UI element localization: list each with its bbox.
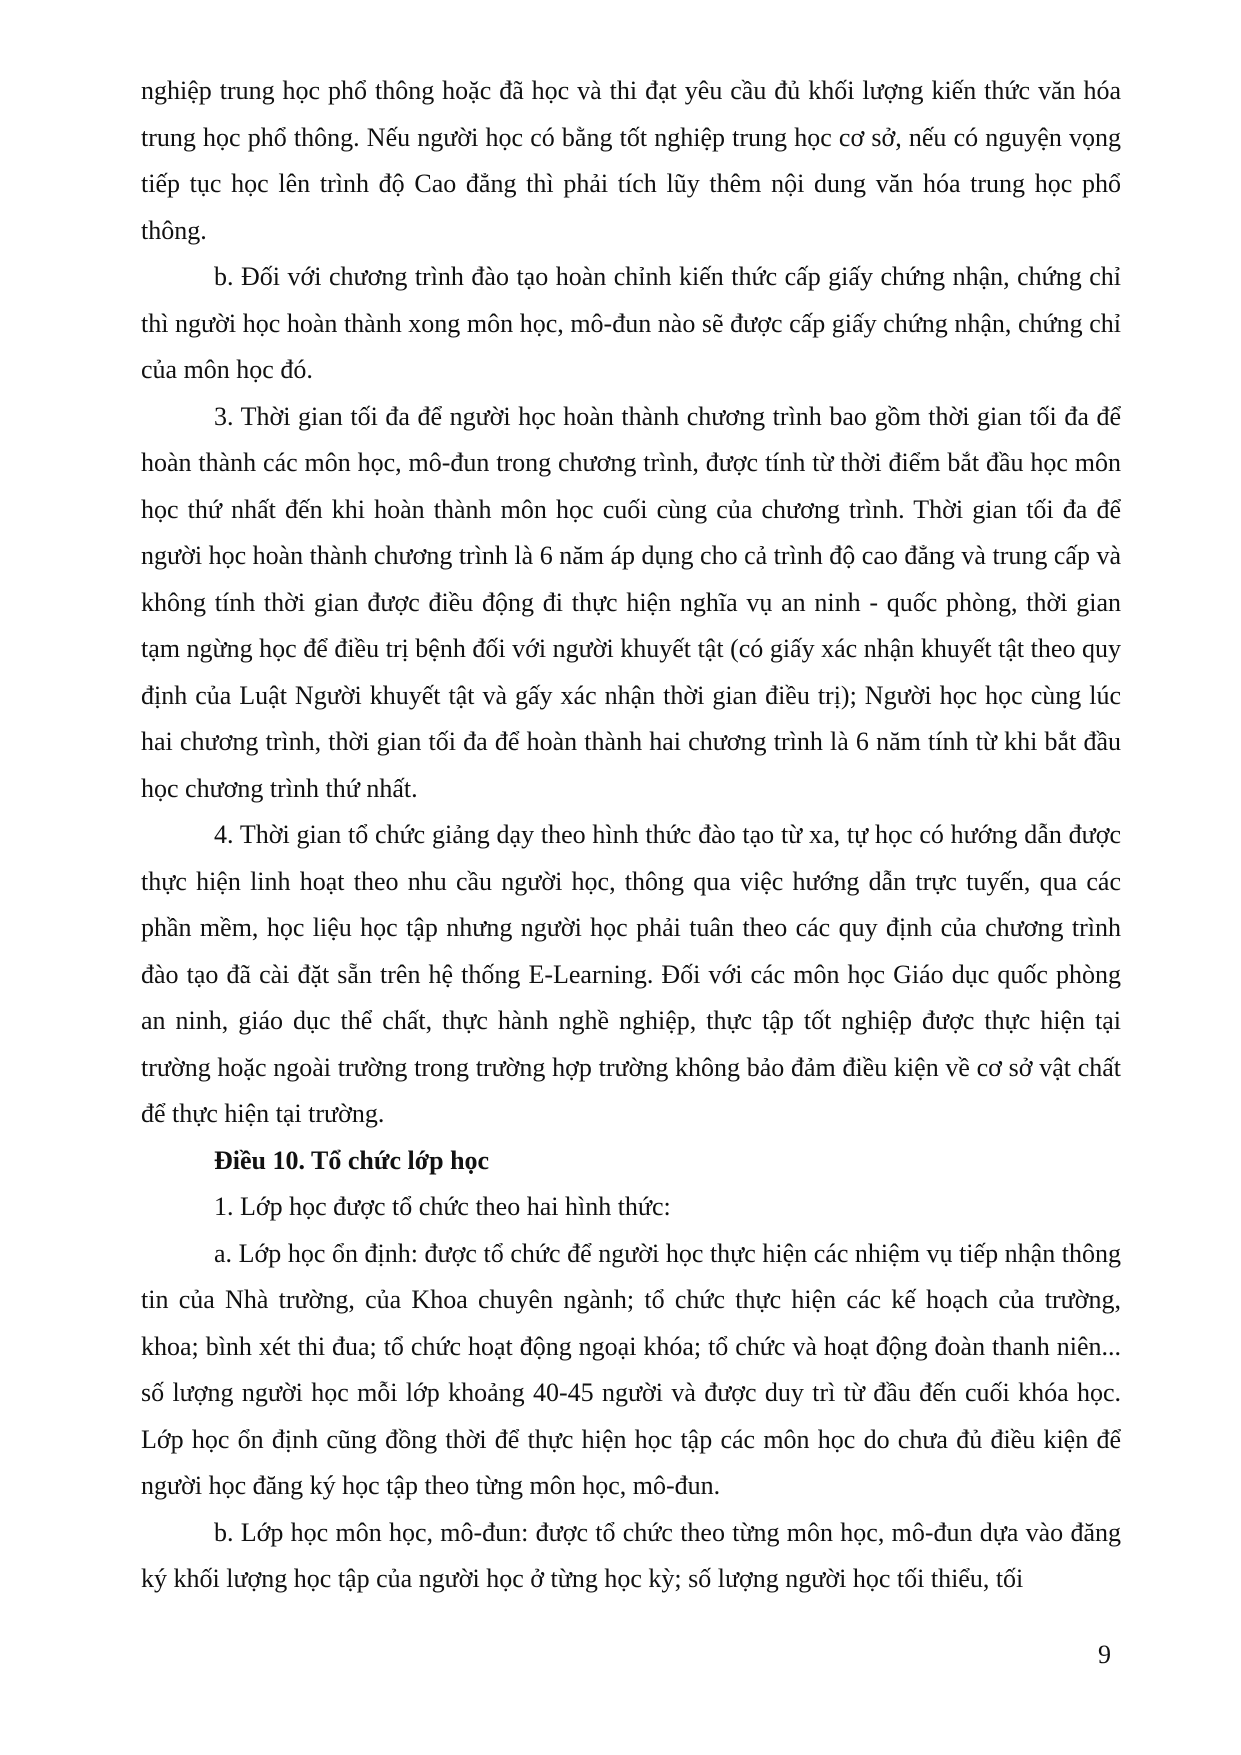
paragraph-item-1-class-forms: 1. Lớp học được tổ chức theo hai hình thức: bbox=[214, 1192, 671, 1221]
article-heading: Điều 10. Tổ chức lớp học bbox=[214, 1145, 490, 1175]
page-number: 9 bbox=[1098, 1640, 1111, 1669]
paragraph-item-b-certificate: b. Đối với chương trình đào tạo hoàn chỉnh kiến thức cấp giấy chứng nhận, chứng chỉ thì người học hoàn thành xong môn học, mô-đun nào sẽ được cấp giấy chứng nhận, chứng chỉ của môn học đó. bbox=[141, 262, 1121, 384]
paragraph-item-b-module-class: b. Lớp học môn học, mô-đun: được tổ chức theo từng môn học, mô-đun dựa vào đăng ký khối lượng học tập của người học ở từng học kỳ; số lượng người học tối thiểu, tối bbox=[141, 1517, 1121, 1593]
document-page bbox=[141, 68, 1121, 1603]
paragraph-item-3-max-duration: 3. Thời gian tối đa để người học hoàn thành chương trình bao gồm thời gian tối đa để hoàn thành các môn học, mô-đun trong chương trình, được tính từ thời điểm bắt đầu học môn học thứ nhất đến khi hoàn thành môn học cuối cùng của chương trình. Thời gian tối đa để người học hoàn thành chương trình là 6 năm áp dụng cho cả trình độ cao đẳng và trung cấp và không tính thời gian được điều động đi thực hiện nghĩa vụ an ninh - quốc phòng, thời gian tạm ngừng học để điều trị bệnh đối với người khuyết tật (có giấy xác nhận khuyết tật theo quy định của Luật Người khuyết tật và gấy xác nhận thời gian điều trị); Người học học cùng lúc hai chương trình, thời gian tối đa để hoàn thành hai chương trình là 6 năm tính từ khi bắt đầu học chương trình thứ nhất. bbox=[141, 401, 1121, 803]
paragraph-continuation: nghiệp trung học phổ thông hoặc đã học và thi đạt yêu cầu đủ khối lượng kiến thức văn hóa trung học phổ thông. Nếu người học có bằng tốt nghiệp trung học cơ sở, nếu có nguyện vọng tiếp tục học lên trình độ Cao đẳng thì phải tích lũy thêm nội dung văn hóa trung học phổ thông. bbox=[141, 76, 1121, 245]
paragraph-item-a-stable-class: a. Lớp học ổn định: được tổ chức để người học thực hiện các nhiệm vụ tiếp nhận thông tin của Nhà trường, của Khoa chuyên ngành; tổ chức thực hiện các kế hoạch của trường, khoa; bình xét thi đua; tổ chức hoạt động ngoại khóa; tổ chức và hoạt động đoàn thanh niên... số lượng người học mỗi lớp khoảng 40-45 người và được duy trì từ đầu đến cuối khóa học. Lớp học ổn định cũng đồng thời để thực hiện học tập các môn học do chưa đủ điều kiện để người học đăng ký học tập theo từng môn học, mô-đun. bbox=[141, 1238, 1121, 1500]
paragraph-item-4-distance-learning: 4. Thời gian tổ chức giảng dạy theo hình thức đào tạo từ xa, tự học có hướng dẫn được thực hiện linh hoạt theo nhu cầu người học, thông qua việc hướng dẫn trực tuyến, qua các phần mềm, học liệu học tập nhưng người học phải tuân theo các quy định của chương trình đào tạo đã cài đặt sẵn trên hệ thống E-Learning. Đối với các môn học Giáo dục quốc phòng an ninh, giáo dục thể chất, thực hành nghề nghiệp, thực tập tốt nghiệp được thực hiện tại trường hoặc ngoài trường trong trường hợp trường không bảo đảm điều kiện về cơ sở vật chất để thực hiện tại trường. bbox=[141, 820, 1121, 1128]
